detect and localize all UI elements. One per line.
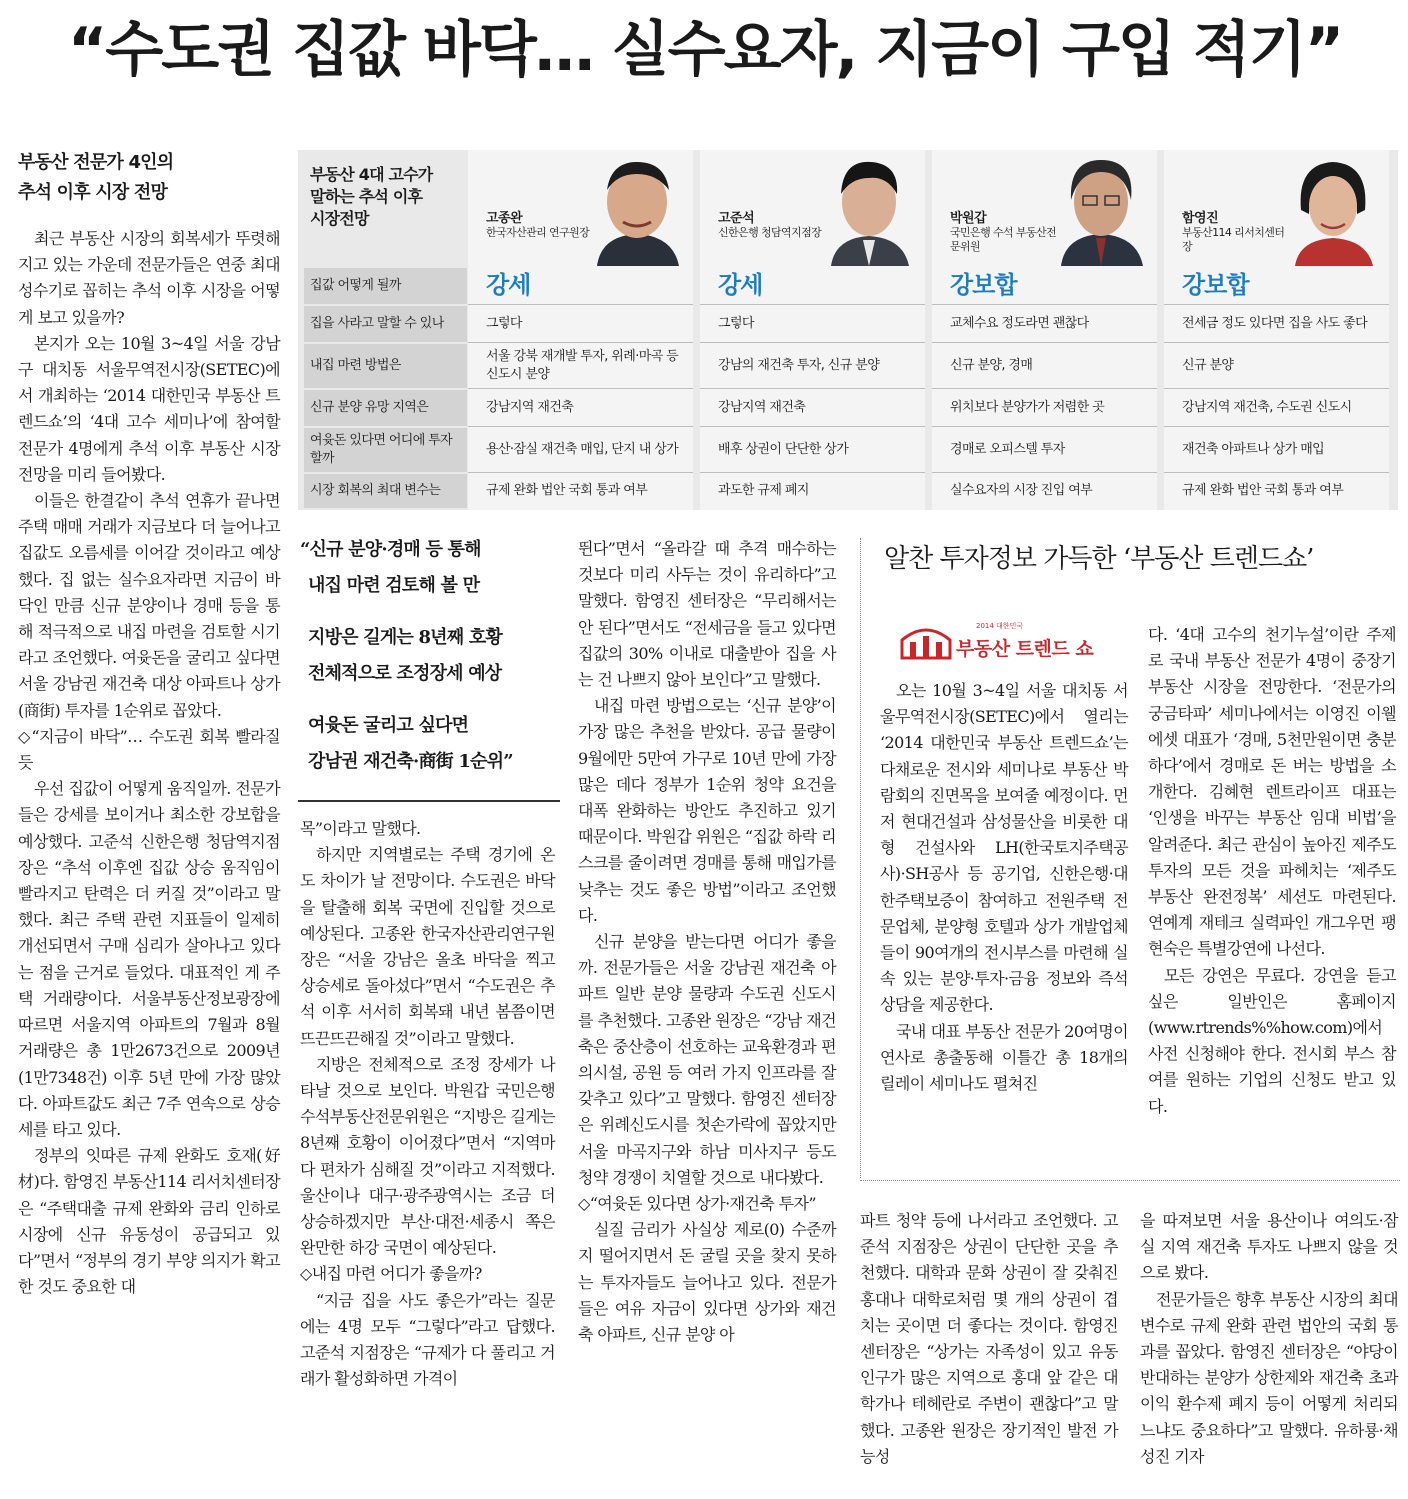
pull-quote-line: 내집 마련 검토해 볼 만 [308, 575, 480, 596]
expert-outlook-table [298, 150, 1398, 510]
portrait-photo [1051, 150, 1151, 266]
box-column-left [880, 678, 1128, 1097]
pull-quote-group [300, 620, 555, 692]
expert-name: 고준석 [718, 211, 755, 226]
row-divider [700, 388, 925, 389]
paragraph: 모든 강연은 무료다. 강연을 듣고 싶은 일반인은 홈페이지(www.rtrends%%how.com)에서 사전 신청해야 한다. 전시회 부스 참여를 원하는 기업의 신청도 받고 있다. [1148, 965, 1396, 1116]
answer-cell: 용산·잠실 재건축 매입, 단지 내 상가 [486, 442, 679, 457]
expert-verdict: 강세 [486, 271, 531, 299]
row-divider [700, 342, 925, 343]
answer-cell: 강남지역 재건축 [486, 400, 574, 415]
question-label: 집을 사라고 말할 수 있나 [310, 316, 444, 331]
answer-cell: 강남지역 재건축, 수도권 신도시 [1182, 400, 1352, 415]
question-label: 집값 어떻게 될까 [310, 278, 401, 293]
row-divider [700, 304, 925, 305]
box-column-right [1148, 622, 1396, 1120]
section-heading: ◇내집 마련 어디가 좋을까? [300, 1264, 482, 1284]
row-divider [1164, 388, 1389, 389]
section-heading: ◇“여윳돈 있다면 상가·재건축 투자” [578, 1194, 816, 1214]
subhead-line-1: 부동산 전문가 4인의 [18, 152, 174, 173]
row-divider [700, 472, 925, 473]
answer-cell: 과도한 규제 폐지 [718, 483, 809, 498]
portrait-photo [1283, 150, 1383, 266]
row-divider [1164, 426, 1389, 427]
expert-verdict: 강보합 [950, 271, 1017, 299]
answer-cell: 위치보다 분양가가 저렴한 곳 [950, 400, 1105, 415]
answer-cell: 경매로 오피스텔 투자 [950, 442, 1065, 457]
pull-quote-line: 전체적으로 조정장세 예상 [308, 663, 502, 684]
paragraph: 오는 10월 3~4일 서울 대치동 서울무역전시장(SETEC)에서 열리는 ‘2014 대한민국 부동산 트렌드쇼’는 다채로운 전시와 세미나로 부동산 박람회의 진면목을 보여줄 예정이다. 먼저 현대건설과 삼성물산을 비롯한 대형 건설사와 LH(한국토지주택공사)·SH공사 등 공기업, 신한은행·대한주택보증이 참여하고 전원주택 전문업체, 분양형 호텔과 상가 개발업체들이 90여개의 전시부스를 마련해 실속 있는 분양·투자·금융 정보와 즉석 상담을 제공한다. [880, 681, 1128, 1015]
expert-name: 박원갑 [950, 211, 987, 226]
expert-affiliation: 신한은행 청담역지점장 [718, 226, 822, 239]
paragraph: 하지만 지역별로는 주택 경기에 온도 차이가 날 전망이다. 수도권은 바닥을 탈출해 회복 국면에 진입할 것으로 예상된다. 고종완 한국자산관리연구원장은 “서울 강남은 올초 바닥을 찍고 상승세로 돌아섰다”면서 “수도권은 추석 이후 서서히 회복돼 내년 봄쯤이면 뜨끈뜨끈해질 것”이라고 말했다. [300, 845, 555, 1048]
article-column-2 [300, 816, 555, 1392]
pull-quote-line: 지방은 길게는 8년째 호황 [308, 627, 503, 648]
paragraph: 신규 분양을 받는다면 어디가 좋을까. 전문가들은 서울 강남권 재건축 아파트 일반 분양 물량과 수도권 신도시를 추천했다. 고종완 원장은 “강남 재건축은 중산층이 선호하는 교육환경과 편의시설, 공원 등 여러 가지 인프라를 잘 갖추고 있다”고 말했다. 함영진 센터장은 위례신도시를 첫손가락에 꼽았지만 서울 마곡지구와 하남 미사지구 등도 청약 경쟁이 치열할 것으로 내다봤다. [578, 932, 836, 1187]
pull-quote-group [300, 532, 555, 604]
paragraph: 지방은 전체적으로 조정 장세가 나타날 것으로 보인다. 박원갑 국민은행 수석부동산전문위원은 “지방은 길게는 8년째 호황이 이어졌다”면서 “지역마다 편차가 심해질 것”이라고 지적했다. 울산이나 대구·광주광역시는 조금 더 상승하겠지만 부산·대전·세종시 쪽은 완만한 하강 국면이 예상된다. [300, 1054, 555, 1258]
row-divider [468, 472, 693, 473]
answer-cell: 재건축 아파트나 상가 매입 [1182, 442, 1325, 457]
expert-column-1 [468, 150, 693, 510]
table-title-line: 말하는 추석 이후 [310, 187, 423, 206]
pull-quote-line: “신규 분양·경매 등 통해 [300, 539, 481, 560]
paragraph: 을 따져보면 서울 용산이나 여의도·잠실 지역 재건축 투자도 나쁘지 않을 것으로 봤다. [1140, 1211, 1398, 1283]
row-divider [1164, 304, 1389, 305]
answer-cell: 신규 분양 [1182, 358, 1234, 373]
pull-quote [300, 532, 555, 796]
paragraph: 전문가들은 향후 부동산 시장의 최대 변수로 규제 완화 관련 법안의 국회 통과를 꼽았다. 함영진 센터장은 “야당이 반대하는 분양가 상한제와 재건축 초과이익 환수제 폐지 등이 어떻게 처리되느냐도 중요하다”고 말했다. 유하룡·채성진 기자 [1140, 1289, 1398, 1466]
paragraph: 파트 청약 등에 나서라고 조언했다. 고준석 지점장은 상권이 단단한 곳을 추천했다. 대학과 문화 상권이 잘 갖춰진 홍대나 대학로처럼 몇 개의 상권이 겹치는 곳이면 더 좋다는 것이다. 함영진 센터장은 “상가는 자족성이 있고 유동 인구가 많은 지역으로 홍대 앞 같은 대학가나 테헤란로 주변이 괜찮다”고 말했다. 고종완 원장은 장기적인 발전 가능성 [860, 1211, 1118, 1466]
answer-cell: 서울 강북 재개발 투자, 위례·마곡 등 신도시 분양 [486, 349, 679, 382]
row-divider [700, 426, 925, 427]
article-column-5 [1140, 1208, 1398, 1470]
section-heading: ◇“지금이 바닥”… 수도권 회복 빨라질 듯 [18, 726, 280, 773]
answer-cell: 그렇다 [718, 316, 754, 331]
expert-column-3 [932, 150, 1157, 510]
paragraph: 목”이라고 말했다. [300, 819, 421, 838]
divider [298, 800, 560, 802]
table-title-line: 시장전망 [310, 209, 369, 228]
expert-column-4 [1164, 150, 1389, 510]
portrait-photo [819, 150, 919, 266]
paragraph: 실질 금리가 사실상 제로(0) 수준까지 떨어지면서 돈 굴릴 곳을 찾지 못하는 투자자들도 늘어나고 있다. 전문가들은 여유 자금이 있다면 상가와 재건축 아파트, 신규 분양 아 [578, 1220, 836, 1345]
paragraph: 정부의 잇따른 규제 완화도 호재(好材)다. 함영진 부동산114 리서치센터장은 “주택대출 규제 완화와 금리 인하로 시장에 신규 유동성이 공급되고 있다”면서 “정부의 경기 부양 의지가 확고한 것도 중요한 대 [18, 1146, 280, 1297]
box-border [860, 1180, 1400, 1181]
pull-quote-group [300, 708, 555, 780]
question-cell [304, 268, 467, 304]
row-divider [932, 426, 1157, 427]
article-column-1 [18, 226, 280, 1300]
question-cell [304, 474, 467, 508]
row-divider [468, 304, 693, 305]
paragraph: 본지가 오는 10월 3~4일 서울 강남구 대치동 서울무역전시장(SETEC)에서 개최하는 ‘2014 대한민국 부동산 트렌드쇼’의 ‘4대 고수 세미나’에 참여할 전문가 4명에게 추석 이후 부동산 시장 전망을 미리 들어봤다. [18, 333, 280, 484]
question-cell [304, 306, 467, 342]
paragraph: 우선 집값이 어떻게 움직일까. 전문가들은 강세를 보이거나 최소한 강보합을 예상했다. 고준석 신한은행 청담역지점장은 “추석 이후엔 집값 상승 움직임이 빨라지고 탄력은 더 커질 것”이라고 말했다. 최근 주택 관련 지표들이 일제히 개선되면서 구매 심리가 살아나고 있다는 점을 근거로 들었다. 대표적인 게 주택 거래량이다. 서울부동산정보광장에 따르면 서울지역 아파트의 7월과 8월 거래량은 총 1만2673건으로 2009년(1만7348건) 이후 5년 만에 가장 많았다. 아파트값도 최근 7주 연속으로 상승세를 타고 있다. [18, 779, 280, 1139]
row-divider [932, 342, 1157, 343]
logo-icon [898, 618, 954, 662]
expert-column-2 [700, 150, 925, 510]
expert-name: 함영진 [1182, 211, 1219, 226]
row-divider [468, 388, 693, 389]
pull-quote-line: 여윳돈 굴리고 싶다면 [308, 715, 469, 736]
row-divider [468, 426, 693, 427]
answer-cell: 신규 분양, 경매 [950, 358, 1033, 373]
trend-show-logo [898, 618, 1130, 664]
article-column-4 [860, 1208, 1118, 1470]
table-title [310, 164, 480, 230]
answer-cell: 규제 완화 법안 국회 통과 여부 [486, 483, 648, 498]
answer-cell: 실수요자의 시장 진입 여부 [950, 483, 1093, 498]
paragraph: “지금 집을 사도 좋은가”라는 질문에는 4명 모두 “그렇다”라고 답했다. 고준석 지점장은 “규제가 다 풀리고 거래가 활성화하면 가격이 [300, 1290, 555, 1389]
paragraph: 내집 마련 방법으로는 ‘신규 분양’이 가장 많은 추천을 받았다. 공급 물량이 9월에만 5만여 가구로 10년 만에 가장 많은 데다 정부가 1순위 청약 요건을 대폭 완화하는 방안도 추진하고 있기 때문이다. 박원갑 위원은 “집값 하락 리스크를 줄이려면 경매를 통해 매입가를 낮추는 것도 좋은 방법”이라고 조언했다. [578, 696, 836, 925]
expert-affiliation: 한국자산관리 연구원장 [486, 226, 590, 239]
answer-cell: 전세금 정도 있다면 집을 사도 좋다 [1182, 316, 1368, 331]
row-divider [932, 304, 1157, 305]
answer-cell: 규제 완화 법안 국회 통과 여부 [1182, 483, 1344, 498]
paragraph: 다. ‘4대 고수의 천기누설’이란 주제로 국내 부동산 전문가 4명이 중장기 부동산 시장을 전망한다. ‘전문가의 궁금타파’ 세미나에서는 이영진 이웰에셋 대표가 ‘경매, 5천만원이면 충분하다’에서 경매로 돈 버는 방법을 소개한다. 김혜현 렌트라이프 대표는 ‘인생을 바꾸는 부동산 임대 비법’을 알려준다. 최근 관심이 높아진 제주도 투자의 모든 것을 파헤치는 ‘제주도 부동산 완전정복’ 세션도 마련된다. 연예계 재테크 실력파인 개그우먼 팽현숙은 특별강연에 나선다. [1148, 625, 1396, 959]
headline: “수도권 집값 바닥… 실수요자, 지금이 구입 적기” [67, 15, 1343, 85]
subheadline [18, 148, 280, 208]
question-label: 내집 마련 방법은 [310, 358, 401, 373]
paragraph: 이들은 한결같이 추석 연휴가 끝나면 주택 매매 거래가 지금보다 더 늘어나고 집값도 오름세를 이어갈 것이라고 예상했다. 집 없는 실수요자라면 지금이 바닥인 만큼 신규 분양이나 경매 등을 통해 적극적으로 내집 마련을 검토할 시기라고 조언했다. 여윳돈을 굴리고 싶다면 서울 강남권 재건축 대상 아파트나 상가(商街) 투자를 1순위로 꼽았다. [18, 491, 280, 720]
question-cell [304, 390, 467, 426]
answer-cell: 교체수요 정도라면 괜찮다 [950, 316, 1089, 331]
question-cell [304, 428, 467, 472]
answer-cell: 배후 상권이 단단한 상가 [718, 442, 849, 457]
article-column-3 [578, 536, 836, 1348]
expert-name: 고종완 [486, 211, 523, 226]
paragraph: 최근 부동산 시장의 회복세가 뚜렷해지고 있는 가운데 전문가들은 연중 최대 성수기로 꼽히는 추석 이후 시장을 어떻게 보고 있을까? [18, 229, 280, 327]
expert-affiliation: 국민은행 수석 부동산전문위원 [950, 226, 1057, 253]
answer-cell: 강남지역 재건축 [718, 400, 806, 415]
row-divider [932, 472, 1157, 473]
answer-cell: 강남의 재건축 투자, 신규 분양 [718, 358, 880, 373]
row-divider [932, 388, 1157, 389]
question-label: 여윳돈 있다면 어디에 투자할까 [310, 433, 453, 466]
logo-text: 부동산 트렌드 쇼 [956, 638, 1094, 660]
portrait-photo [587, 150, 687, 266]
expert-affiliation: 부동산114 리서치센터장 [1182, 226, 1285, 253]
paragraph: 뛴다”면서 “올라갈 때 추격 매수하는 것보다 미리 사두는 것이 유리하다”고 말했다. 함영진 센터장은 “무리해서는 안 된다”면서도 “전세금을 들고 있다면 집값의 30% 이내로 대출받아 집을 사는 건 나쁘지 않아 보인다”고 말했다. [578, 539, 836, 690]
box-border [860, 538, 861, 1178]
logo-small-text: 2014 대한민국 [976, 622, 1024, 630]
expert-verdict: 강세 [718, 271, 763, 299]
row-divider [468, 342, 693, 343]
paragraph: 국내 대표 부동산 전문가 20여명이 연사로 총출동해 이틀간 총 18개의 릴레이 세미나도 펼쳐진 [880, 1021, 1128, 1094]
row-divider [1164, 472, 1389, 473]
question-label: 시장 회복의 최대 변수는 [310, 483, 441, 498]
subhead-line-2: 추석 이후 시장 전망 [18, 182, 168, 203]
box-title: 알찬 투자정보 가득한 ‘부동산 트렌드쇼’ [884, 544, 1314, 574]
pull-quote-line: 강남권 재건축·商街 1순위” [308, 751, 513, 772]
table-title-line: 부동산 4대 고수가 [310, 165, 433, 184]
question-cell [304, 344, 467, 388]
question-label: 신규 분양 유망 지역은 [310, 400, 429, 415]
answer-cell: 그렇다 [486, 316, 522, 331]
row-divider [1164, 342, 1389, 343]
expert-verdict: 강보합 [1182, 271, 1249, 299]
